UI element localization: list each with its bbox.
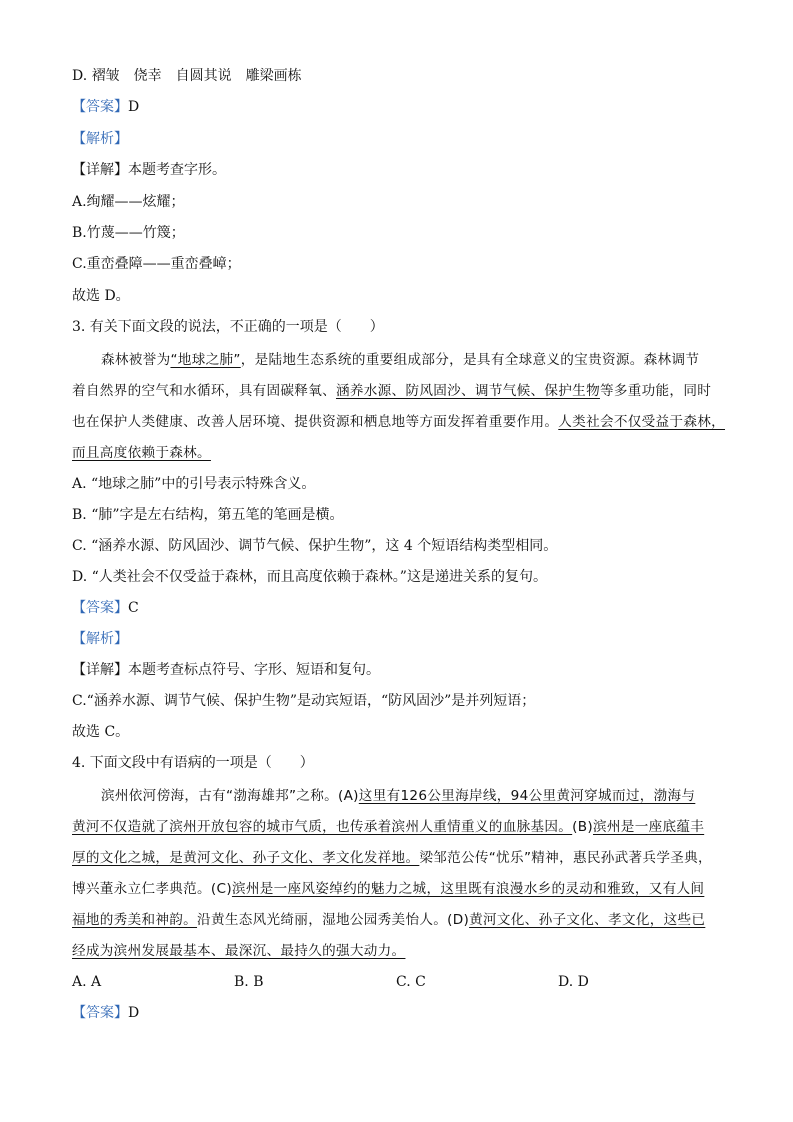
q4-answer: [72, 1003, 139, 1023]
detail-text: 本题考查标点符号、字形、短语和复句。: [128, 662, 380, 678]
q3-question: 3. 有关下面文段的说法，不正确的一项是（ ）: [72, 319, 384, 335]
passage-text: 森林被誉为: [101, 352, 171, 368]
answer-tag: 【答案】: [72, 600, 128, 616]
answer-value: C: [128, 600, 139, 616]
q3-answer: [72, 598, 139, 618]
passage-text: 梁邹范公传“忧乐”精神，惠民孙武著兵学圣典，: [419, 850, 712, 866]
passage-underlined: 经成为滨州发展最基本、最深沉、最持久的强大动力。: [72, 943, 406, 959]
q4-question: 4. 下面文段中有语病的一项是（ ）: [72, 755, 314, 771]
q3-option-c: C. “涵养水源、防风固沙、调节气候、保护生物”，这 4 个短语结构类型相同。: [72, 538, 558, 554]
q3-conclusion: 故选 C。: [72, 724, 130, 740]
answer-tag: 【答案】: [72, 99, 128, 115]
q2-conclusion: 故选 D。: [72, 288, 130, 304]
q4-passage-line-3: [72, 848, 712, 868]
q2-answer: [72, 97, 139, 117]
passage-underlined: 福地的秀美和神韵。: [72, 912, 198, 928]
passage-underlined: 涵养水源、防风固沙、调节气候、保护生物: [335, 383, 600, 399]
q4-option-d: D. D: [558, 974, 589, 990]
answer-value: D: [128, 1005, 140, 1021]
q3-passage-line-4: [72, 443, 211, 463]
passage-text: 着自然界的空气和水循环，具有固碳释氧、: [72, 383, 336, 399]
passage-text: 等多重功能，同时: [599, 383, 712, 399]
q4-option-b: B. B: [234, 974, 264, 990]
passage-underlined: 人类社会不仅受益于森林，: [558, 414, 726, 430]
q4-passage-line-1: [101, 786, 695, 806]
passage-text: ，是陆地生态系统的重要组成部分，是具有全球意义的宝贵资源。森林调节: [240, 352, 700, 368]
passage-underlined: 黄河不仅造就了滨州开放包容的城市气质，也传承着滨州人重情重义的血脉基因。: [72, 819, 573, 835]
passage-text: 滨州依河傍海，古有“渤海雄邦”之称。(A): [101, 788, 359, 804]
q3-passage-line-1: [101, 350, 699, 370]
q4-passage-line-2: [72, 817, 704, 837]
passage-text: 博兴董永立仁孝典范。(C): [72, 881, 232, 897]
detail-tag: 【详解】: [72, 162, 128, 178]
passage-text: 沿黄生态风光绮丽，湿地公园秀美怡人。(D): [197, 912, 470, 928]
q3-passage-line-3: [72, 412, 725, 432]
q4-option-c: C. C: [396, 974, 426, 990]
passage-underlined: “地球之肺”: [170, 352, 241, 368]
passage-text: (B): [572, 819, 594, 835]
q4-option-a: A. A: [72, 974, 102, 990]
detail-tag: 【详解】: [72, 662, 128, 678]
q3-detail: [72, 660, 380, 680]
q4-passage-line-5: [72, 910, 705, 930]
q2-line-c: C.重峦叠障——重峦叠嶂；: [72, 256, 241, 272]
q3-option-d: D. “人类社会不仅受益于森林，而且高度依赖于森林。”这是递进关系的复句。: [72, 569, 547, 585]
q4-passage-line-4: [72, 879, 704, 899]
answer-value: D: [128, 99, 140, 115]
q3-analysis-tag: 【解析】: [72, 631, 128, 647]
q2-line-a: A.绚耀——炫耀；: [72, 194, 185, 210]
q2-line-b: B.竹蔑——竹篾；: [72, 225, 185, 241]
passage-underlined: 厚的文化之城，是黄河文化、孙子文化、孝文化发祥地。: [72, 850, 420, 866]
q4-passage-line-6: [72, 941, 405, 961]
passage-underlined: 而且高度依赖于森林。: [72, 445, 211, 461]
q2-option-d: D. 褶皱 侥幸 自圆其说 雕梁画栋: [72, 68, 302, 84]
passage-underlined: 黄河文化、孙子文化、孝文化，这些已: [469, 912, 706, 928]
passage-underlined: 这里有126公里海岸线，94公里黄河穿城而过，渤海与: [358, 788, 696, 804]
q3-option-a: A. “地球之肺”中的引号表示特殊含义。: [72, 476, 316, 492]
q3-option-b: B. “肺”字是左右结构，第五笔的笔画是横。: [72, 507, 344, 523]
detail-text: 本题考查字形。: [128, 162, 226, 178]
passage-underlined: 滨州是一座底蕴丰: [593, 819, 705, 835]
answer-tag: 【答案】: [72, 1005, 128, 1021]
q3-explain: C.“涵养水源、调节气候、保护生物”是动宾短语，“防风固沙”是并列短语；: [72, 693, 536, 709]
passage-text: 也在保护人类健康、改善人居环境、提供资源和栖息地等方面发挥着重要作用。: [72, 414, 559, 430]
q3-passage-line-2: [72, 381, 711, 401]
q2-detail: [72, 160, 226, 180]
q2-analysis-tag: 【解析】: [72, 131, 128, 147]
passage-underlined: 滨州是一座风姿绰约的魅力之城，这里既有浪漫水乡的灵动和雅致，又有人间: [231, 881, 705, 897]
